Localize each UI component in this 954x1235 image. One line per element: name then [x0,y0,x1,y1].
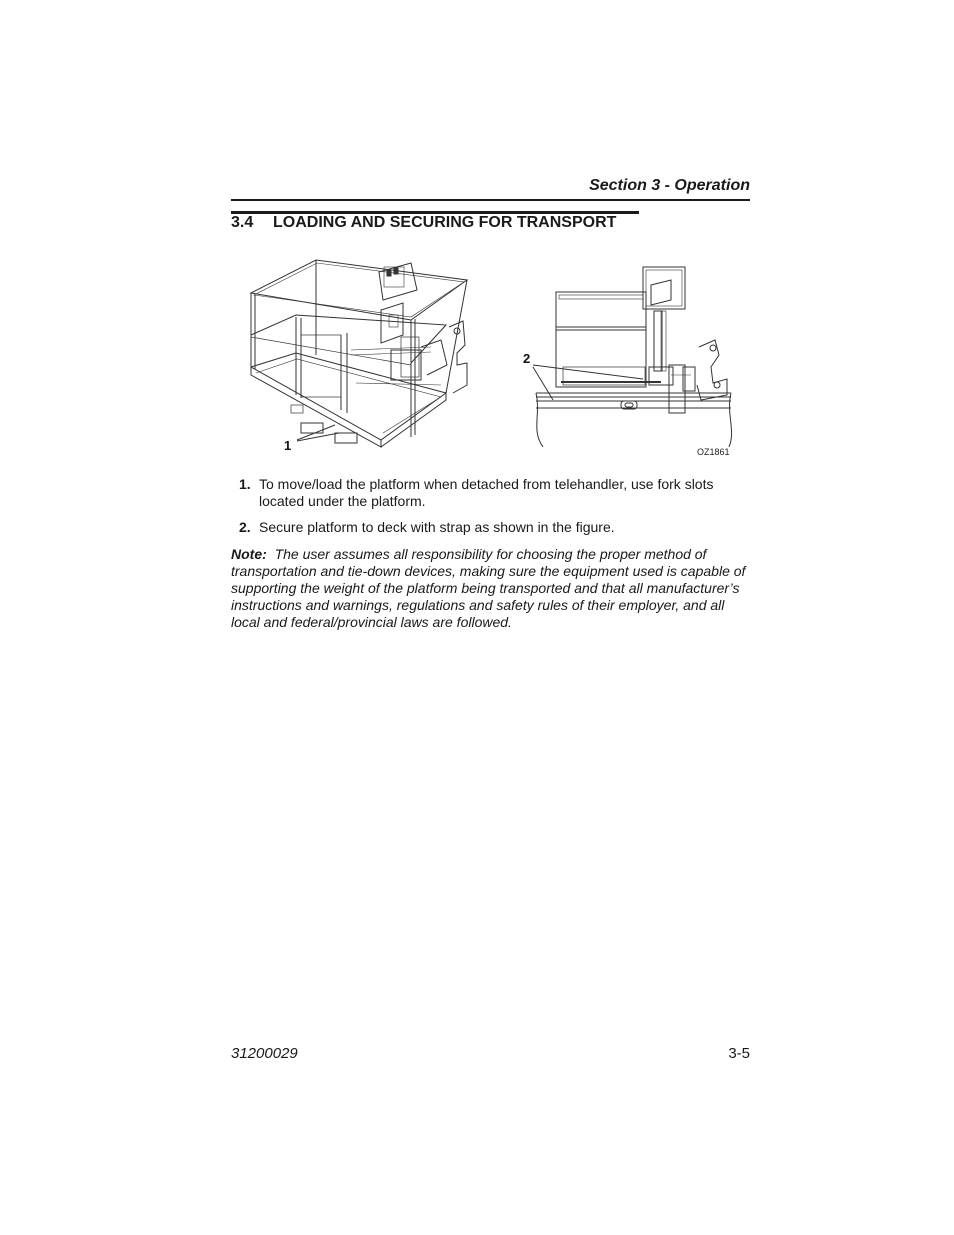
heading-title: LOADING AND SECURING FOR TRANSPORT [273,214,617,231]
section-heading [231,214,616,232]
page-number: 3-5 [728,1045,750,1062]
list-item [239,519,739,536]
list-item [239,476,739,510]
platform-side-view-drawing [536,267,732,447]
callout-2-label: 2 [523,351,531,366]
callout-1-label: 1 [284,438,292,453]
platform-isometric-drawing [251,260,467,447]
step-number: 2. [239,519,251,535]
document-number: 31200029 [231,1045,298,1062]
platform-transport-figure [231,255,750,465]
step-text: To move/load the platform when detached from telehandler, use fork slots located under the platform. [259,476,714,509]
figure-code: OZ1861 [697,447,730,457]
note-text: The user assumes all responsibility for choosing the proper method of transportation and tie-down devices, making sure the equipment used is capable of supporting the weight of the platform being transported and that all manufacturer’s instructions and warnings, regulations and safety rules of their employer, and all local and federal/provincial laws are followed. [231,546,746,630]
instruction-list [239,476,739,545]
note-label: Note: [231,546,267,562]
heading-number: 3.4 [231,214,254,231]
step-text: Secure platform to deck with strap as shown in the figure. [259,519,615,535]
step-number: 1. [239,476,251,492]
header-rule [231,199,750,201]
callout-1 [284,425,339,453]
note-paragraph [231,546,751,631]
section-header: Section 3 - Operation [589,177,750,194]
